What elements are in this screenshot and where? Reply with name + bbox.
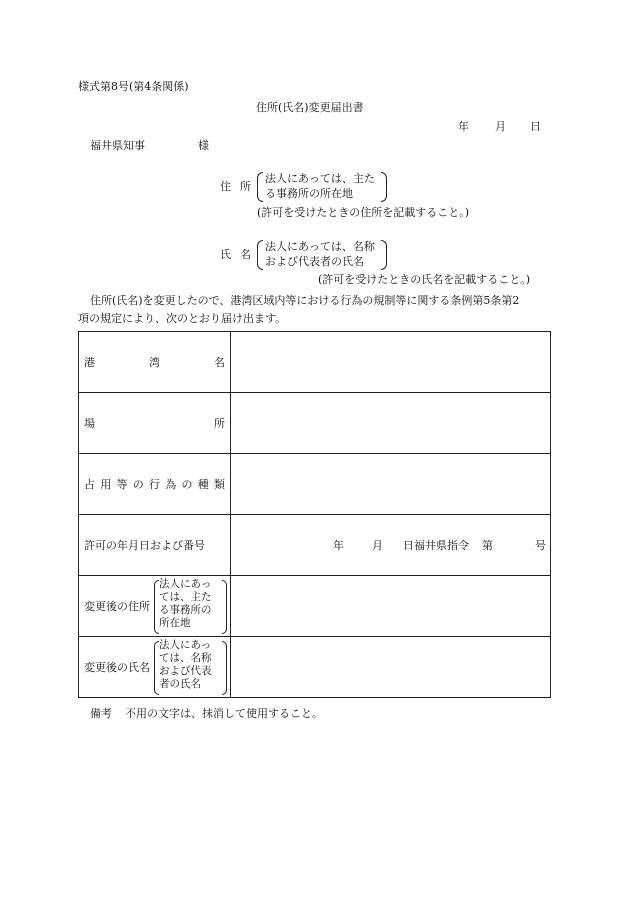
addressee-suffix: 様 bbox=[198, 139, 209, 152]
location-label: 場 所 bbox=[79, 393, 231, 454]
date-year-label: 年 bbox=[458, 120, 469, 133]
name-bracket-right bbox=[381, 240, 387, 270]
name-label-1: 氏 bbox=[220, 248, 231, 261]
notification-table bbox=[78, 331, 551, 698]
name-bracket-left bbox=[257, 240, 263, 270]
new-address-bracket-right bbox=[222, 580, 227, 634]
table-row-permit bbox=[79, 515, 551, 576]
new-name-value[interactable] bbox=[231, 637, 551, 698]
table-row-new-name bbox=[79, 637, 551, 698]
new-name-note: 法人にあっ ては、名称 および代表 者の氏名 bbox=[159, 639, 212, 690]
table-row-port bbox=[79, 332, 551, 393]
address-note-line2: る事務所の所在地 bbox=[265, 187, 353, 200]
new-address-label-cell bbox=[79, 576, 231, 637]
statement-line1: 住所(氏名)を変更したので、港湾区域内等における行為の規制等に関する条例第5条第2 bbox=[90, 294, 520, 307]
permit-number-prefix: 第 bbox=[482, 539, 493, 552]
address-note-line1: 法人にあっては、主た bbox=[265, 172, 375, 185]
address-label-1: 住 bbox=[220, 180, 231, 193]
new-address-value[interactable] bbox=[231, 576, 551, 637]
new-name-bracket-right bbox=[222, 641, 227, 695]
table-row-new-address bbox=[79, 576, 551, 637]
name-note-line1: 法人にあっては、名称 bbox=[265, 240, 375, 253]
location-value[interactable] bbox=[231, 393, 551, 454]
addressee: 福井県知事 bbox=[90, 139, 145, 152]
date-day-label: 日 bbox=[530, 120, 541, 133]
port-name-value[interactable] bbox=[231, 332, 551, 393]
address-remark: (許可を受けたときの住所を記載すること。) bbox=[257, 206, 470, 219]
name-label-2: 名 bbox=[240, 248, 251, 261]
permit-year: 年 bbox=[333, 539, 344, 552]
permit-label: 許可の年月日および番号 bbox=[79, 515, 231, 576]
date-month-label: 月 bbox=[495, 120, 506, 133]
new-name-label: 変更後の氏名 bbox=[84, 661, 150, 674]
address-bracket-left bbox=[257, 172, 263, 202]
name-remark: (許可を受けたときの氏名を記載すること。) bbox=[318, 273, 531, 286]
new-address-note: 法人にあっ ては、主た る事務所の 所在地 bbox=[159, 578, 212, 629]
permit-value[interactable] bbox=[231, 515, 551, 576]
name-note-line2: および代表者の氏名 bbox=[265, 255, 364, 268]
table-row-occupancy bbox=[79, 454, 551, 515]
address-label-2: 所 bbox=[240, 180, 251, 193]
form-number: 様式第8号(第4条関係) bbox=[78, 80, 189, 93]
statement-line2: 項の規定により、次のとおり届け出ます。 bbox=[78, 312, 287, 325]
remark-label: 備考 bbox=[90, 707, 112, 720]
occupancy-type-label: 占 用 等 の 行 為 の 種 類 bbox=[79, 454, 231, 515]
port-name-label: 港 湾 名 bbox=[79, 332, 231, 393]
remark-text: 不用の文字は、抹消して使用すること。 bbox=[125, 707, 323, 720]
permit-month: 月 bbox=[372, 539, 383, 552]
occupancy-type-value[interactable] bbox=[231, 454, 551, 515]
address-bracket-right bbox=[381, 172, 387, 202]
table-row-location bbox=[79, 393, 551, 454]
form-title: 住所(氏名)変更届出書 bbox=[256, 101, 364, 114]
new-address-label: 変更後の住所 bbox=[84, 600, 150, 613]
new-name-label-cell bbox=[79, 637, 231, 698]
permit-day-order: 日福井県指令 bbox=[403, 539, 469, 552]
permit-number-suffix: 号 bbox=[535, 539, 546, 552]
